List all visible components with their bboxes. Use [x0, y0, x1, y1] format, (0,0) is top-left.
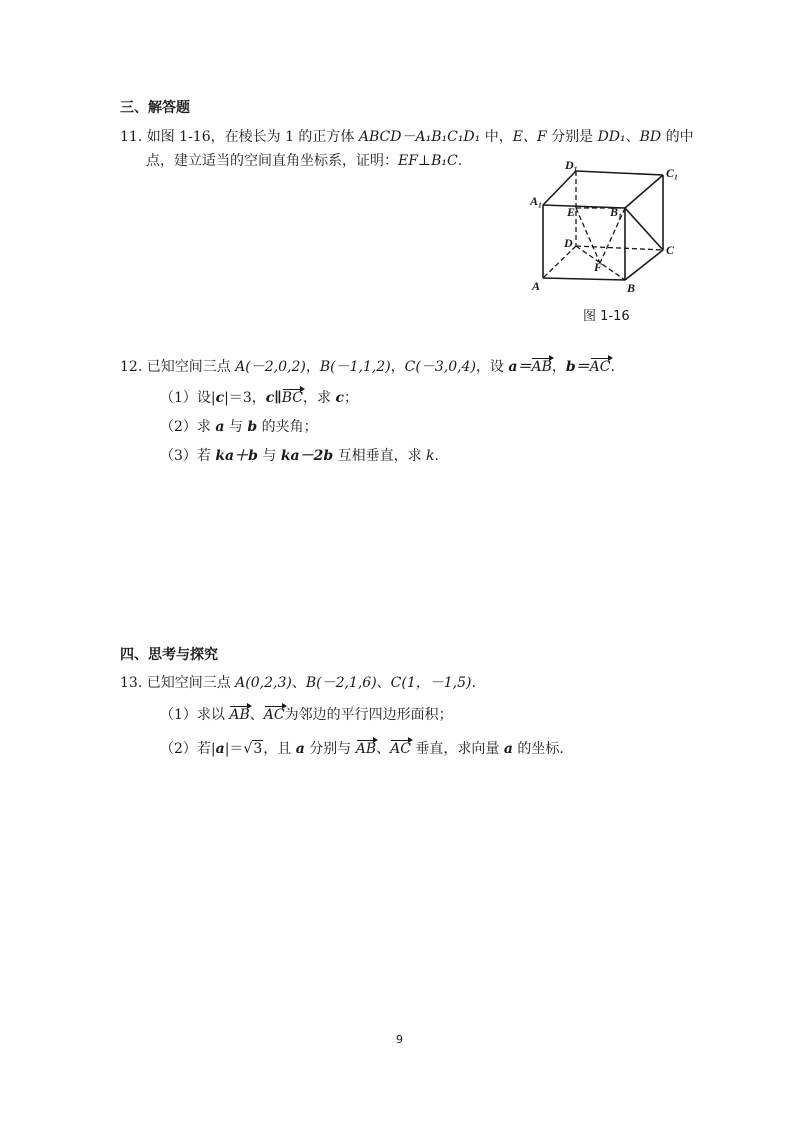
q12-text: 的夹角；	[257, 419, 318, 435]
point-a: A(0,2,3)	[235, 675, 292, 691]
vector-ab: AB	[229, 707, 250, 723]
vector-a: a	[295, 741, 305, 757]
point-c: C(1，－1,5)	[390, 675, 472, 691]
q11-text: 如图 1-16，在棱长为 1 的正方体	[146, 129, 359, 145]
vector-ab: AB	[355, 741, 377, 757]
hidden-edge-d-c	[576, 246, 663, 250]
q13-text: 已知空间三点	[146, 675, 236, 691]
q12-text: 互相垂直，求	[333, 448, 427, 464]
vector-c: c	[335, 390, 344, 406]
q13-text: 的坐标.	[512, 741, 564, 757]
label-a: A	[532, 279, 541, 293]
q12-text: .	[434, 448, 439, 464]
vector-ac: AC	[263, 707, 285, 723]
q12-text: （1）设|	[160, 390, 216, 406]
q11-text: 、	[625, 129, 640, 145]
q13-text: 分别与	[304, 741, 356, 757]
q13-text: ，且	[263, 741, 296, 757]
vector-bc: BC	[281, 390, 303, 406]
q12-text: ；	[343, 390, 358, 406]
q13-text: 、	[376, 741, 391, 757]
label-b1: B₁	[610, 205, 623, 219]
vector-c: c	[215, 390, 225, 406]
q11-text: 的中	[661, 129, 694, 145]
question-13-part-2: （2）若|a|＝√3，且 a 分别与 AB、AC 垂直，求向量 a 的坐标.	[160, 741, 564, 757]
edge-a-b	[543, 278, 625, 280]
parallel-condition: c∥	[265, 390, 282, 406]
expression-1: ka＋b	[215, 448, 258, 464]
vector-a-def: a＝	[508, 359, 532, 375]
segment-bd: BD	[639, 129, 662, 145]
edge-a1-d1	[543, 171, 576, 205]
edge-b-c	[625, 250, 663, 280]
question-11-line-2	[146, 151, 462, 171]
question-12-part-2	[160, 417, 318, 437]
question-13-line-1	[120, 673, 476, 693]
cube-figure	[528, 158, 678, 298]
point-c: C(－3,0,4)	[404, 359, 476, 375]
vector-a: a	[503, 741, 513, 757]
q13-text: |＝	[224, 741, 244, 757]
label-d: D	[564, 236, 573, 250]
vector-b: b	[247, 419, 258, 435]
hidden-edge-d-a	[543, 246, 576, 278]
question-number: 13.	[120, 675, 143, 691]
vector-a: a	[215, 419, 225, 435]
q12-text: ，求	[302, 390, 336, 406]
question-number: 12.	[120, 359, 143, 375]
segment-e-f	[576, 208, 600, 263]
q13-text: .	[471, 675, 476, 691]
variable-k: k	[426, 448, 435, 464]
q13-text: 、	[291, 675, 306, 691]
figure-caption: 图 1-16	[583, 309, 630, 324]
section-heading-explore: 四、思考与探究	[120, 647, 218, 663]
edge-d1-c1	[576, 171, 663, 175]
point-b: B(－1,1,2)	[319, 359, 391, 375]
question-12-part-1	[160, 388, 358, 408]
vector-ac: AC	[589, 359, 611, 375]
vector-ac: AC	[390, 741, 411, 757]
q13-text: 、	[376, 675, 391, 691]
question-13-part-1	[160, 705, 453, 725]
label-c1: C₁	[666, 166, 678, 180]
q12-text: 与	[224, 419, 248, 435]
points-ef: E、F	[512, 129, 547, 145]
q11-text: 中，	[480, 129, 513, 145]
q11-text: .	[457, 153, 463, 169]
q13-text: （2）若|	[160, 741, 216, 757]
point-a: A(－2,0,2)	[235, 359, 306, 375]
vector-ab: AB	[531, 359, 552, 375]
question-11-line-1	[120, 127, 694, 147]
label-a1: A₁	[530, 194, 543, 208]
label-f: F	[594, 260, 603, 274]
vector-a: a	[215, 741, 225, 757]
question-number: 11.	[120, 129, 143, 145]
q11-text: 点，建立适当的空间直角坐标系，证明：	[146, 153, 398, 169]
section-heading-solve: 三、解答题	[120, 100, 190, 116]
question-12-line-1: 12. 已知空间三点 A(－2,0,2)，B(－1,1,2)，C(－3,0,4)，设 a＝AB，b＝AC.	[120, 359, 615, 375]
point-b: B(－2,1,6)	[305, 675, 377, 691]
q13-text: 垂直，求向量	[410, 741, 504, 757]
question-12-part-3	[160, 446, 439, 466]
cube-name: ABCD－A₁B₁C₁D₁	[358, 129, 481, 145]
q12-text: .	[610, 359, 615, 375]
q13-text: 为邻边的平行四边形面积；	[284, 707, 453, 723]
q12-text: 与	[257, 448, 281, 464]
q11-text: 分别是	[546, 129, 598, 145]
page-number: 9	[396, 1033, 403, 1046]
q12-text: （2）求	[160, 419, 216, 435]
sqrt-three: 3	[253, 741, 263, 757]
segment-b1-c	[625, 208, 663, 250]
label-d1: D₁	[565, 158, 578, 172]
expression-2: ka－2b	[280, 448, 334, 464]
q12-text: ，设	[475, 359, 509, 375]
label-e: E	[567, 205, 576, 219]
q13-text: 、	[249, 707, 264, 723]
claim: EF⊥B₁C	[398, 153, 458, 169]
q12-text: |＝3，	[224, 390, 266, 406]
segment-dd1: DD₁	[597, 129, 626, 145]
q13-text: （1）求以	[160, 707, 230, 723]
q12-text: （3）若	[160, 448, 216, 464]
q12-text: 已知空间三点	[146, 359, 236, 375]
label-b: B	[627, 281, 636, 295]
edge-c1-b1	[625, 175, 663, 208]
vector-b-def: b＝	[565, 359, 590, 375]
label-c: C	[666, 243, 675, 257]
